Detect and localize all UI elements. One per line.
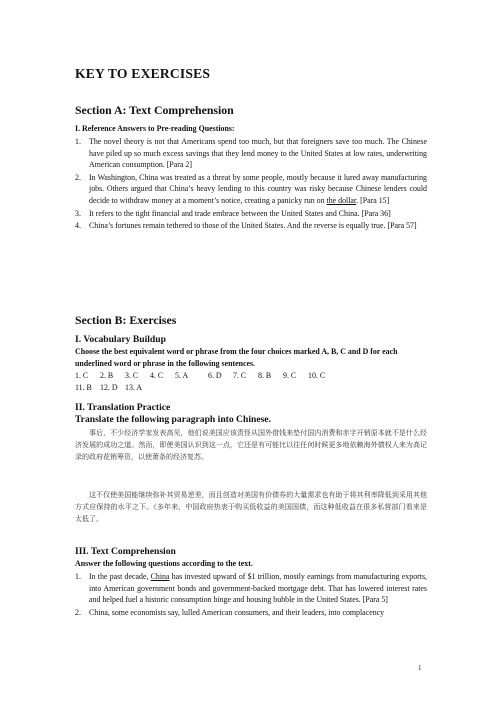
section-a-heading: Section A: Text Comprehension [75, 103, 234, 117]
list-item: 2. In Washington, China was treated as a threat by some people, mostly because it lured away manufacturing jobs. Others argued that China’s heavy lending to this country was risky because Chinese lenders could decide to withdraw money at a moment’s notice, creating a panicky run on the dollar. [Para 15] [75, 172, 427, 205]
page-number: 1 [418, 664, 422, 672]
comprehension-heading: III. Text Comprehension [75, 546, 176, 557]
section-b-heading: Section B: Exercises [75, 313, 177, 327]
underlined-word: China [150, 572, 170, 581]
translation-paragraph-2: 这不仅使美国能继续弥补其贸易逆差，而且创造对美国有价债券的大量需求也有助于将其利率降低到采用其他方式应保持的水平之下。《多年来，中国政府热衷于购买低收益的美国国债，而这种低收益在很多私营部门看来是太低了。 [75, 491, 427, 524]
translation-heading: II. Translation Practice [75, 402, 171, 413]
list-item: 3. It refers to the tight financial and trade embrace between the United States and China. [Para 36] [75, 208, 391, 218]
answer-row-1: 1. C 2. B 3. C 4. C 5. A 6. D 7. C 8. B 9. C 10. C [75, 371, 326, 380]
underlined-phrase: the dollar [326, 195, 357, 205]
translation-instruction: Translate the following paragraph into Chinese. [75, 414, 271, 425]
vocabulary-instruction: Choose the best equivalent word or phrase from the four choices marked A, B, C and D for each underlined word or phrase in the following sentences. [75, 347, 398, 368]
answer-row-2: 11. B 12. D 13. A [75, 383, 143, 392]
list-item: 1. The novel theory is not that Americans spend too much, but that foreigners save too much. The Chinese have piled up so much excess savings that they lend money to the United States at low rates, underwriting American consumption. [Para 2] [75, 137, 427, 170]
vocabulary-heading: I. Vocabulary Buildup [75, 334, 166, 345]
list-item: 2. China, some economists say, lulled American consumers, and their leaders, into complacency [75, 607, 385, 617]
list-item: 1. In the past decade, China has invested upward of $1 trillion, mostly earnings from manufacturing exports, into American government bonds and government-backed mortgage debt. That has lowered interest rates and helped fuel a historic consumption binge and housing bubble in the United States. [Para 5] [75, 572, 428, 605]
comprehension-instruction: Answer the following questions according to the text. [75, 559, 253, 568]
translation-paragraph-1: 事后，不少经济学家发表高见，他们说美国应该责怪从国外借钱来垫付国内消费和赤字开销原本就不是什么经济发展的成功之道。然而，即使美国认识到这一点，它还是有可能比以往任何时候更多地依赖海外债权人来为高记录的政府花销筹资，以使萧条的经济复苏。 [75, 429, 427, 462]
pre-reading-answers [75, 136, 427, 233]
list-item: 4. China’s fortunes remain tethered to those of the United States. And the reverse is equally true. [Para 57] [75, 221, 417, 231]
pre-reading-heading: I. Reference Answers to Pre-reading Questions: [75, 124, 235, 133]
page-title: KEY TO EXERCISES [75, 66, 211, 81]
comprehension-answers [75, 571, 427, 619]
